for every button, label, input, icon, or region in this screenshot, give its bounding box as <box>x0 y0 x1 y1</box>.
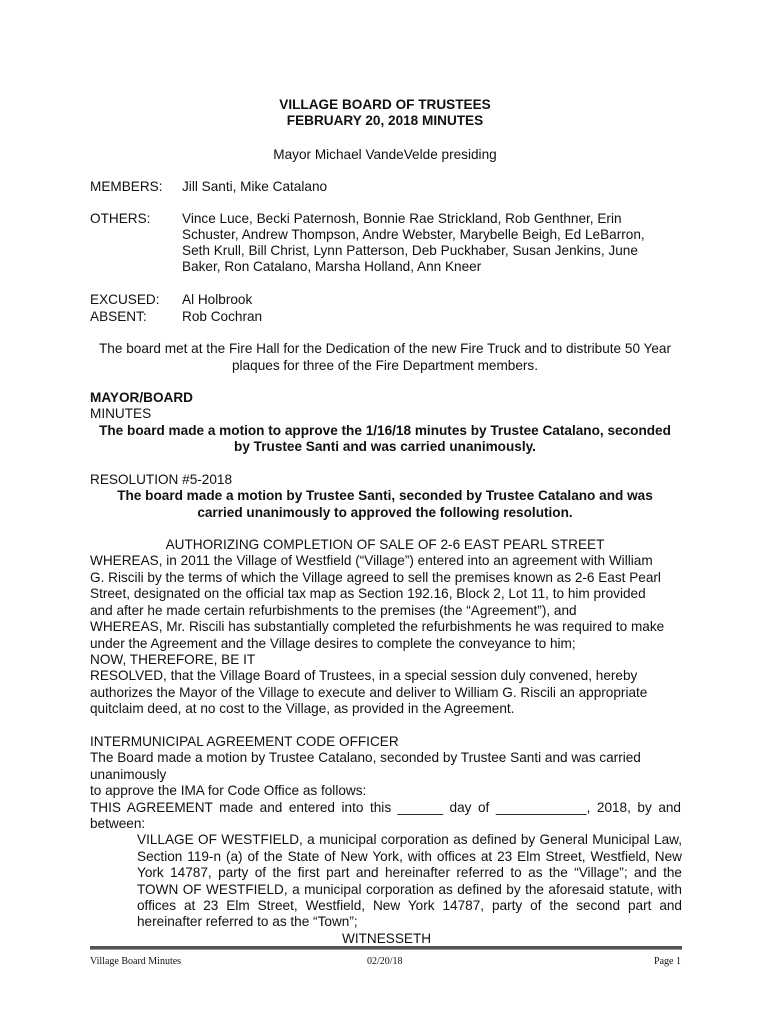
ima-line: unanimously <box>90 767 167 782</box>
resolution-body-line: and after he made certain refurbishments to the premises (the “Agreement”), and <box>90 603 577 618</box>
resolution-body-line: RESOLVED, that the Village Board of Trustees, in a special session duly convened, hereby <box>90 668 638 683</box>
others-line: Seth Krull, Bill Christ, Lynn Patterson, Deb Puckhaber, Susan Jenkins, June <box>182 243 638 258</box>
intro-line: The board met at the Fire Hall for the Dedication of the new Fire Truck and to distribute 50 Year <box>99 341 671 356</box>
ima-line: The Board made a motion by Trustee Catalano, seconded by Trustee Santi and was carried <box>90 750 641 765</box>
resolution-label: RESOLUTION #5-2018 <box>90 472 233 487</box>
document-title: VILLAGE BOARD OF TRUSTEES <box>279 97 491 112</box>
footer-date: 02/20/18 <box>367 956 403 967</box>
mayor-board-heading: MAYOR/BOARD <box>90 390 193 405</box>
absent-label: ABSENT: <box>90 309 147 324</box>
ima-party-line: offices at 23 Elm Street, Westfield, New York 14787, party of the second part and <box>137 898 682 913</box>
resolution-body-line: WHEREAS, in 2011 the Village of Westfield (“Village”) entered into an agreement with William <box>90 553 653 568</box>
ima-heading: INTERMUNICIPAL AGREEMENT CODE OFFICER <box>90 734 399 749</box>
resolution-body-line: authorizes the Mayor of the Village to execute and deliver to William G. Riscili an appropriate <box>90 685 648 700</box>
presiding-line: Mayor Michael VandeVelde presiding <box>273 147 497 162</box>
ima-party-line: Section 119-n (a) of the State of New York, with offices at 23 Elm Street, Westfield, New <box>137 849 682 864</box>
witnesseth-heading: WITNESSETH <box>342 931 432 946</box>
minutes-motion-line: by Trustee Santi and was carried unanimously. <box>234 439 536 454</box>
resolution-body-line: WHEREAS, Mr. Riscili has substantially completed the refurbishments he was required to make <box>90 619 665 634</box>
ima-party-line: hereinafter referred to as the “Town”; <box>137 914 358 929</box>
members-label: MEMBERS: <box>90 179 163 194</box>
intro-line: plaques for three of the Fire Department members. <box>232 358 538 373</box>
resolution-body-line: G. Riscili by the terms of which the Village agreed to sell the premises known as 2-6 East Pearl <box>90 570 661 585</box>
others-line: Vince Luce, Becki Paternosh, Bonnie Rae Strickland, Rob Genthner, Erin <box>182 211 622 226</box>
resolution-motion-line: carried unanimously to approved the following resolution. <box>197 505 573 520</box>
footer-left: Village Board Minutes <box>90 956 182 967</box>
ima-line: THIS AGREEMENT made and entered into this ______ day of ____________, 2018, by and <box>90 800 681 815</box>
members-value: Jill Santi, Mike Catalano <box>182 179 328 194</box>
ima-line: to approve the IMA for Code Office as follows: <box>90 783 367 798</box>
document-subtitle: FEBRUARY 20, 2018 MINUTES <box>286 113 484 128</box>
ima-party-line: York 14787, party of the first part and hereinafter referred to as the “Village”; and the <box>137 865 682 880</box>
resolution-body-line: under the Agreement and the Village desires to complete the conveyance to him; <box>90 636 576 651</box>
excused-label: EXCUSED: <box>90 292 160 307</box>
excused-value: Al Holbrook <box>182 292 253 307</box>
ima-party-line: VILLAGE OF WESTFIELD, a municipal corporation as defined by General Municipal Law, <box>137 832 682 847</box>
absent-value: Rob Cochran <box>182 309 263 324</box>
resolution-motion-line: The board made a motion by Trustee Santi, seconded by Trustee Catalano and was <box>117 488 653 503</box>
others-line: Schuster, Andrew Thompson, Andre Webster, Marybelle Beigh, Ed LeBarron, <box>182 227 645 242</box>
resolution-body-line: NOW, THEREFORE, BE IT <box>90 652 256 667</box>
resolution-body-line: Street, designated on the official tax map as Section 192.16, Block 2, Lot 11, to him provided <box>90 586 646 601</box>
ima-line: between: <box>90 816 146 831</box>
minutes-label: MINUTES <box>90 406 152 421</box>
minutes-motion-line: The board made a motion to approve the 1/16/18 minutes by Trustee Catalano, seconded <box>99 423 671 438</box>
footer-page-number: Page 1 <box>654 956 681 967</box>
others-label: OTHERS: <box>90 211 151 226</box>
resolution-body-line: quitclaim deed, at no cost to the Village, as provided in the Agreement. <box>90 701 515 716</box>
resolution-title: AUTHORIZING COMPLETION OF SALE OF 2-6 EAST PEARL STREET <box>165 537 605 552</box>
others-line: Baker, Ron Catalano, Marsha Holland, Ann Kneer <box>182 259 482 274</box>
footer-rule <box>90 946 682 950</box>
ima-party-line: TOWN OF WESTFIELD, a municipal corporation as defined by the aforesaid statute, with <box>137 882 682 897</box>
